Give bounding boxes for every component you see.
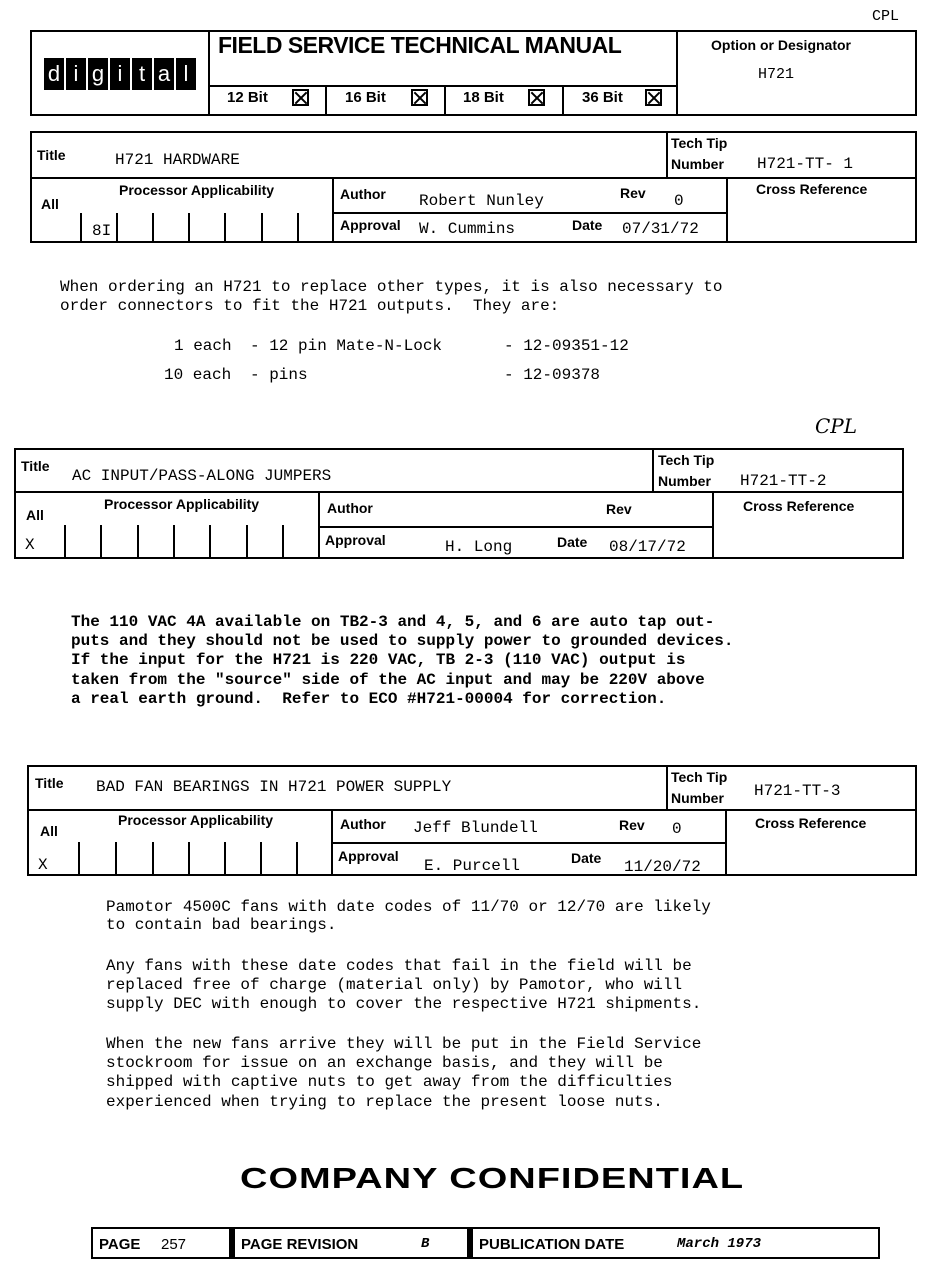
body-line: stockroom for issue on an exchange basis, and they will be	[106, 1054, 663, 1072]
body-line: Any fans with these date codes that fail in the field will be	[106, 957, 692, 975]
rev-label: Rev	[619, 817, 645, 833]
proc-tick	[152, 213, 154, 243]
body-line: a real earth ground. Refer to ECO #H721-00004 for correction.	[71, 690, 667, 708]
author-label: Author	[340, 186, 386, 202]
proc-tick	[209, 525, 211, 557]
pubdate-label: PUBLICATION DATE	[479, 1236, 625, 1253]
proc-tick	[296, 842, 298, 874]
tip-number: H721-TT- 1	[757, 155, 854, 173]
bit-checkbox-16[interactable]	[411, 89, 428, 106]
proc-tick	[297, 213, 299, 243]
author-value: Robert Nunley	[419, 192, 544, 210]
cross-reference-label: Cross Reference	[755, 815, 867, 831]
number-label: Number	[671, 156, 724, 172]
proc-tick	[173, 525, 175, 557]
proc-tick	[282, 525, 284, 557]
logo-letter: g	[88, 58, 108, 90]
processor-value: X	[38, 856, 48, 874]
bit-checkbox-36[interactable]	[645, 89, 662, 106]
intro-line: When ordering an H721 to replace other types, it is also necessary to	[60, 278, 723, 296]
row-divider	[14, 491, 904, 493]
proc-tick	[224, 842, 226, 874]
col-divider	[726, 177, 728, 243]
proc-tick	[152, 842, 154, 874]
techtip-label: Tech Tip	[671, 769, 728, 785]
option-value: H721	[758, 66, 795, 83]
tip-title: H721 HARDWARE	[115, 151, 240, 169]
col-divider	[666, 765, 668, 811]
bit-label-12: 12 Bit	[227, 89, 268, 106]
proc-tick	[261, 213, 263, 243]
footer-pubdate-cell	[469, 1227, 880, 1259]
body-line: experienced when trying to replace the present loose nuts.	[106, 1093, 663, 1111]
proc-tick	[116, 213, 118, 243]
revision-value: B	[421, 1236, 430, 1252]
proc-tick	[100, 525, 102, 557]
footer-page-cell	[91, 1227, 231, 1259]
date-label: Date	[571, 850, 602, 866]
row-divider	[318, 526, 714, 528]
rev-value: 0	[672, 820, 682, 838]
handwritten-initials: CPL	[815, 414, 858, 438]
col-divider	[332, 177, 334, 243]
body-line: to contain bad bearings.	[106, 916, 337, 934]
bit-label-18: 18 Bit	[463, 89, 504, 106]
rev-label: Rev	[620, 185, 646, 201]
processor-value: 8I	[92, 222, 112, 240]
title-label: Title	[21, 458, 50, 474]
logo-letter: a	[154, 58, 174, 90]
revision-label: PAGE REVISION	[241, 1236, 359, 1253]
logo-letter: l	[176, 58, 196, 90]
part-number: - 12-09378	[504, 366, 601, 384]
bit-divider	[325, 85, 327, 116]
pubdate-value: March 1973	[677, 1236, 762, 1252]
processor-value: X	[25, 536, 35, 554]
author-label: Author	[340, 816, 386, 832]
col-divider	[712, 491, 714, 559]
bit-divider	[444, 85, 446, 116]
date-value: 07/31/72	[622, 220, 699, 238]
body-line: If the input for the H721 is 220 VAC, TB 2-3 (110 VAC) output is	[71, 651, 686, 669]
approval-label: Approval	[325, 532, 386, 548]
author-value: Jeff Blundell	[413, 819, 538, 837]
title-label: Title	[37, 147, 66, 163]
footer-revision-cell	[231, 1227, 469, 1259]
header-divider	[208, 30, 210, 116]
author-label: Author	[327, 500, 373, 516]
number-label: Number	[671, 790, 724, 806]
bit-label-36: 36 Bit	[582, 89, 623, 106]
body-line: The 110 VAC 4A available on TB2-3 and 4, 5, and 6 are auto tap out-	[71, 613, 715, 631]
page-value: 257	[161, 1236, 187, 1253]
proc-tick	[224, 213, 226, 243]
body-line: puts and they should not be used to supply power to grounded devices.	[71, 632, 734, 650]
corner-mark: CPL	[872, 8, 900, 25]
body-line: taken from the "source" side of the AC input and may be 220V above	[71, 671, 705, 689]
body-line: supply DEC with enough to cover the respective H721 shipments.	[106, 995, 702, 1013]
row-divider	[27, 809, 917, 811]
approval-value: W. Cummins	[419, 220, 516, 238]
approval-value: H. Long	[445, 538, 513, 556]
bit-divider	[562, 85, 564, 116]
page-label: PAGE	[99, 1236, 141, 1253]
proc-tick	[80, 213, 82, 243]
tip-number: H721-TT-2	[740, 472, 827, 490]
approval-label: Approval	[338, 848, 399, 864]
all-label: All	[26, 507, 44, 523]
proc-tick	[78, 842, 80, 874]
part-desc: - pins	[250, 366, 308, 384]
cross-reference-label: Cross Reference	[743, 498, 855, 514]
body-line: When the new fans arrive they will be put in the Field Service	[106, 1035, 702, 1053]
digital-logo	[44, 58, 196, 90]
proc-tick	[188, 842, 190, 874]
techtip-label: Tech Tip	[671, 135, 728, 151]
bit-checkbox-18[interactable]	[528, 89, 545, 106]
proc-tick	[64, 525, 66, 557]
title-label: Title	[35, 775, 64, 791]
proc-tick	[115, 842, 117, 874]
processor-applicability-label: Processor Applicability	[119, 182, 275, 198]
date-label: Date	[557, 534, 588, 550]
manual-title: FIELD SERVICE TECHNICAL MANUAL	[218, 32, 622, 58]
header-divider	[676, 30, 678, 116]
cross-reference-label: Cross Reference	[756, 181, 868, 197]
logo-letter: i	[66, 58, 86, 90]
body-line: shipped with captive nuts to get away from the difficulties	[106, 1073, 673, 1091]
col-divider	[652, 448, 654, 493]
rev-label: Rev	[606, 501, 632, 517]
all-label: All	[41, 196, 59, 212]
col-divider	[318, 491, 320, 559]
logo-letter: i	[110, 58, 130, 90]
row-divider	[30, 177, 917, 179]
tip-title: BAD FAN BEARINGS IN H721 POWER SUPPLY	[96, 778, 452, 796]
techtip-label: Tech Tip	[658, 452, 715, 468]
date-value: 11/20/72	[624, 858, 701, 876]
processor-applicability-label: Processor Applicability	[118, 812, 274, 828]
confidential-stamp: COMPANY CONFIDENTIAL	[240, 1163, 745, 1195]
logo-letter: d	[44, 58, 64, 90]
intro-line: order connectors to fit the H721 outputs. They are:	[60, 297, 560, 315]
approval-value: E. Purcell	[424, 857, 521, 875]
number-label: Number	[658, 473, 711, 489]
date-value: 08/17/72	[609, 538, 686, 556]
tip-number: H721-TT-3	[754, 782, 841, 800]
approval-label: Approval	[340, 217, 401, 233]
part-number: - 12-09351-12	[504, 337, 629, 355]
logo-letter: t	[132, 58, 152, 90]
row-divider	[331, 842, 727, 844]
tip-title: AC INPUT/PASS-ALONG JUMPERS	[72, 467, 332, 485]
header-divider	[208, 85, 677, 87]
part-qty: 10 each	[164, 366, 232, 384]
part-desc: - 12 pin Mate-N-Lock	[250, 337, 443, 355]
part-qty: 1 each	[174, 337, 232, 355]
date-label: Date	[572, 217, 603, 233]
rev-value: 0	[674, 192, 684, 210]
bit-label-16: 16 Bit	[345, 89, 386, 106]
all-label: All	[40, 823, 58, 839]
row-divider	[332, 212, 728, 214]
bit-checkbox-12[interactable]	[292, 89, 309, 106]
body-line: Pamotor 4500C fans with date codes of 11/70 or 12/70 are likely	[106, 898, 711, 916]
option-label: Option or Designator	[711, 37, 851, 53]
processor-applicability-label: Processor Applicability	[104, 496, 260, 512]
body-line: replaced free of charge (material only) by Pamotor, who will	[106, 976, 683, 994]
proc-tick	[246, 525, 248, 557]
proc-tick	[188, 213, 190, 243]
proc-tick	[137, 525, 139, 557]
proc-tick	[260, 842, 262, 874]
col-divider	[666, 131, 668, 179]
